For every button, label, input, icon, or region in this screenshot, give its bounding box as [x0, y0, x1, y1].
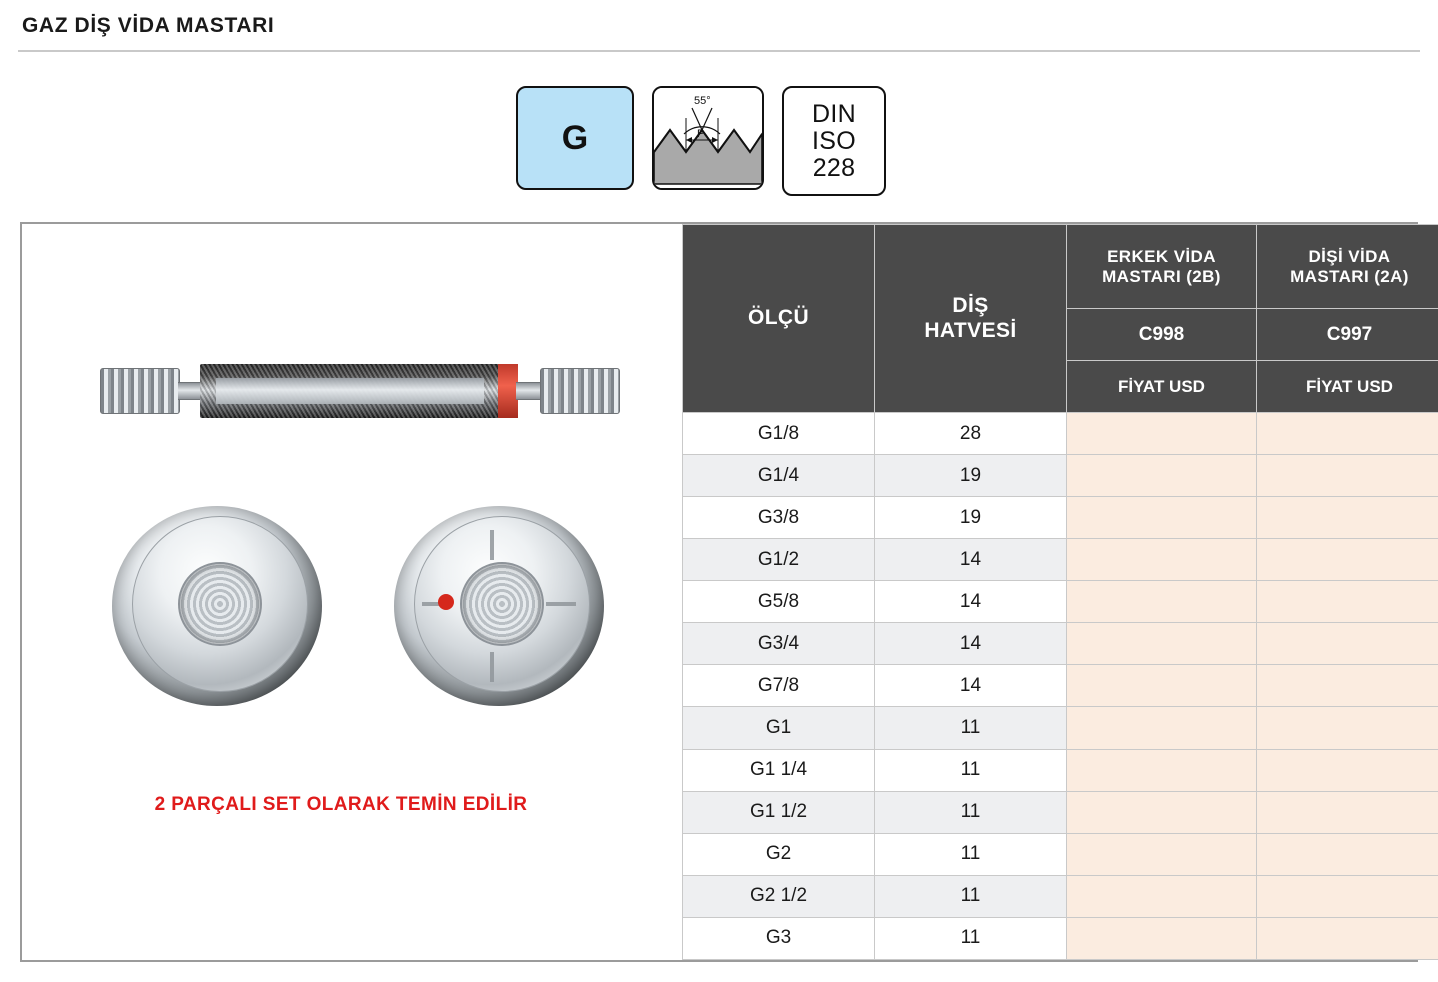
cell-dis-hatvesi: 11: [875, 917, 1067, 959]
header-erkek-line1: ERKEK VİDA: [1107, 246, 1216, 266]
table-header-row-1: [683, 225, 1438, 309]
cell-dis-hatvesi: 19: [875, 497, 1067, 539]
cell-dis-hatvesi: 11: [875, 833, 1067, 875]
cell-olcu: G1/8: [683, 413, 875, 455]
cell-erkek-price[interactable]: [1067, 707, 1257, 749]
table-row: [683, 455, 1438, 497]
ring-gauge-go-illustration: [112, 506, 322, 706]
title-divider: [18, 50, 1420, 52]
ring-nogo-slot-top: [490, 530, 494, 560]
plug-neck-right: [516, 382, 542, 400]
ring-nogo-slot-right: [546, 602, 576, 606]
cell-dis-hatvesi: 11: [875, 749, 1067, 791]
cell-dis-hatvesi: 28: [875, 413, 1067, 455]
cell-erkek-price[interactable]: [1067, 665, 1257, 707]
header-erkek-code: C998: [1067, 309, 1257, 361]
standard-line-1: DIN: [812, 99, 856, 128]
set-note: 2 PARÇALI SET OLARAK TEMİN EDİLİR: [154, 794, 528, 815]
cell-dis-hatvesi: 14: [875, 623, 1067, 665]
cell-olcu: G3/8: [683, 497, 875, 539]
cell-olcu: G7/8: [683, 665, 875, 707]
cell-erkek-price[interactable]: [1067, 749, 1257, 791]
cell-olcu: G1 1/4: [683, 749, 875, 791]
cell-olcu: G1: [683, 707, 875, 749]
table-row: [683, 413, 1438, 455]
cell-disi-price[interactable]: [1257, 917, 1438, 959]
cell-erkek-price[interactable]: [1067, 539, 1257, 581]
header-olcu: ÖLÇÜ: [683, 225, 875, 413]
cell-erkek-price[interactable]: [1067, 623, 1257, 665]
thread-symbol-badge: [516, 86, 634, 190]
table-row: [683, 749, 1438, 791]
content-frame: [20, 222, 1418, 962]
cell-olcu: G1 1/2: [683, 791, 875, 833]
header-disi-line1: DİŞİ VİDA: [1308, 246, 1391, 266]
product-image-panel: [22, 224, 660, 960]
plug-body-band: [216, 378, 484, 404]
cell-dis-hatvesi: 19: [875, 455, 1067, 497]
ring-gauge-nogo-illustration: [394, 506, 604, 706]
ring-nogo-red-dot: [438, 594, 454, 610]
table-row: [683, 707, 1438, 749]
table-row: [683, 875, 1438, 917]
cell-olcu: G3: [683, 917, 875, 959]
table-row: [683, 917, 1438, 959]
ring-nogo-slot-bottom: [490, 652, 494, 682]
cell-erkek-price[interactable]: [1067, 413, 1257, 455]
cell-dis-hatvesi: 14: [875, 539, 1067, 581]
cell-erkek-price[interactable]: [1067, 455, 1257, 497]
table-row: [683, 497, 1438, 539]
cell-dis-hatvesi: 14: [875, 665, 1067, 707]
standard-line-3: 228: [812, 153, 856, 182]
cell-disi-price[interactable]: [1257, 623, 1438, 665]
header-erkek-line2: MASTARI (2B): [1102, 266, 1221, 286]
thread-profile-icon: [654, 88, 762, 188]
svg-text:55°: 55°: [694, 95, 711, 107]
cell-erkek-price[interactable]: [1067, 875, 1257, 917]
cell-erkek-price[interactable]: [1067, 791, 1257, 833]
header-dis-hatvesi-line2: HATVESİ: [924, 318, 1017, 342]
ring-nogo-threaded-hole: [460, 562, 544, 646]
price-table: [682, 224, 1438, 960]
price-table-body: [683, 413, 1438, 960]
cell-dis-hatvesi: 11: [875, 707, 1067, 749]
plug-gauge-illustration: [80, 346, 620, 436]
cell-olcu: G1/2: [683, 539, 875, 581]
cell-erkek-price[interactable]: [1067, 917, 1257, 959]
plug-thread-right: [540, 368, 620, 414]
table-row: [683, 539, 1438, 581]
cell-olcu: G2 1/2: [683, 875, 875, 917]
ring-go-threaded-hole: [178, 562, 262, 646]
table-row: [683, 665, 1438, 707]
header-disi-code: C997: [1257, 309, 1438, 361]
cell-disi-price[interactable]: [1257, 455, 1438, 497]
cell-disi-price[interactable]: [1257, 665, 1438, 707]
standard-badge: [782, 86, 886, 196]
thread-symbol-label: G: [561, 118, 589, 157]
cell-dis-hatvesi: 11: [875, 875, 1067, 917]
cell-olcu: G1/4: [683, 455, 875, 497]
header-erkek-price: FİYAT USD: [1067, 361, 1257, 413]
cell-olcu: G5/8: [683, 581, 875, 623]
cell-erkek-price[interactable]: [1067, 833, 1257, 875]
cell-disi-price[interactable]: [1257, 791, 1438, 833]
cell-disi-price[interactable]: [1257, 875, 1438, 917]
cell-olcu: G2: [683, 833, 875, 875]
svg-text:P: P: [697, 128, 705, 140]
table-row: [683, 623, 1438, 665]
cell-disi-price[interactable]: [1257, 749, 1438, 791]
header-erkek-vida-mastari: [1067, 225, 1257, 309]
plug-red-marker: [498, 364, 518, 418]
header-disi-line2: MASTARI (2A): [1290, 266, 1409, 286]
cell-disi-price[interactable]: [1257, 497, 1438, 539]
cell-disi-price[interactable]: [1257, 581, 1438, 623]
table-row: [683, 581, 1438, 623]
cell-disi-price[interactable]: [1257, 833, 1438, 875]
cell-disi-price[interactable]: [1257, 707, 1438, 749]
header-disi-price: FİYAT USD: [1257, 361, 1438, 413]
page-title: GAZ DİŞ VİDA MASTARI: [22, 14, 275, 37]
table-row: [683, 833, 1438, 875]
standard-line-2: ISO: [812, 126, 856, 155]
cell-disi-price[interactable]: [1257, 539, 1438, 581]
thread-profile-badge: [652, 86, 764, 190]
cell-dis-hatvesi: 11: [875, 791, 1067, 833]
cell-disi-price[interactable]: [1257, 413, 1438, 455]
cell-olcu: G3/4: [683, 623, 875, 665]
header-dis-hatvesi-line1: DİŞ: [952, 294, 989, 318]
badge-row: [516, 86, 886, 196]
cell-dis-hatvesi: 14: [875, 581, 1067, 623]
header-dis-hatvesi: [875, 225, 1067, 413]
header-disi-vida-mastari: [1257, 225, 1438, 309]
table-row: [683, 791, 1438, 833]
cell-erkek-price[interactable]: [1067, 581, 1257, 623]
plug-thread-left: [100, 368, 180, 414]
cell-erkek-price[interactable]: [1067, 497, 1257, 539]
